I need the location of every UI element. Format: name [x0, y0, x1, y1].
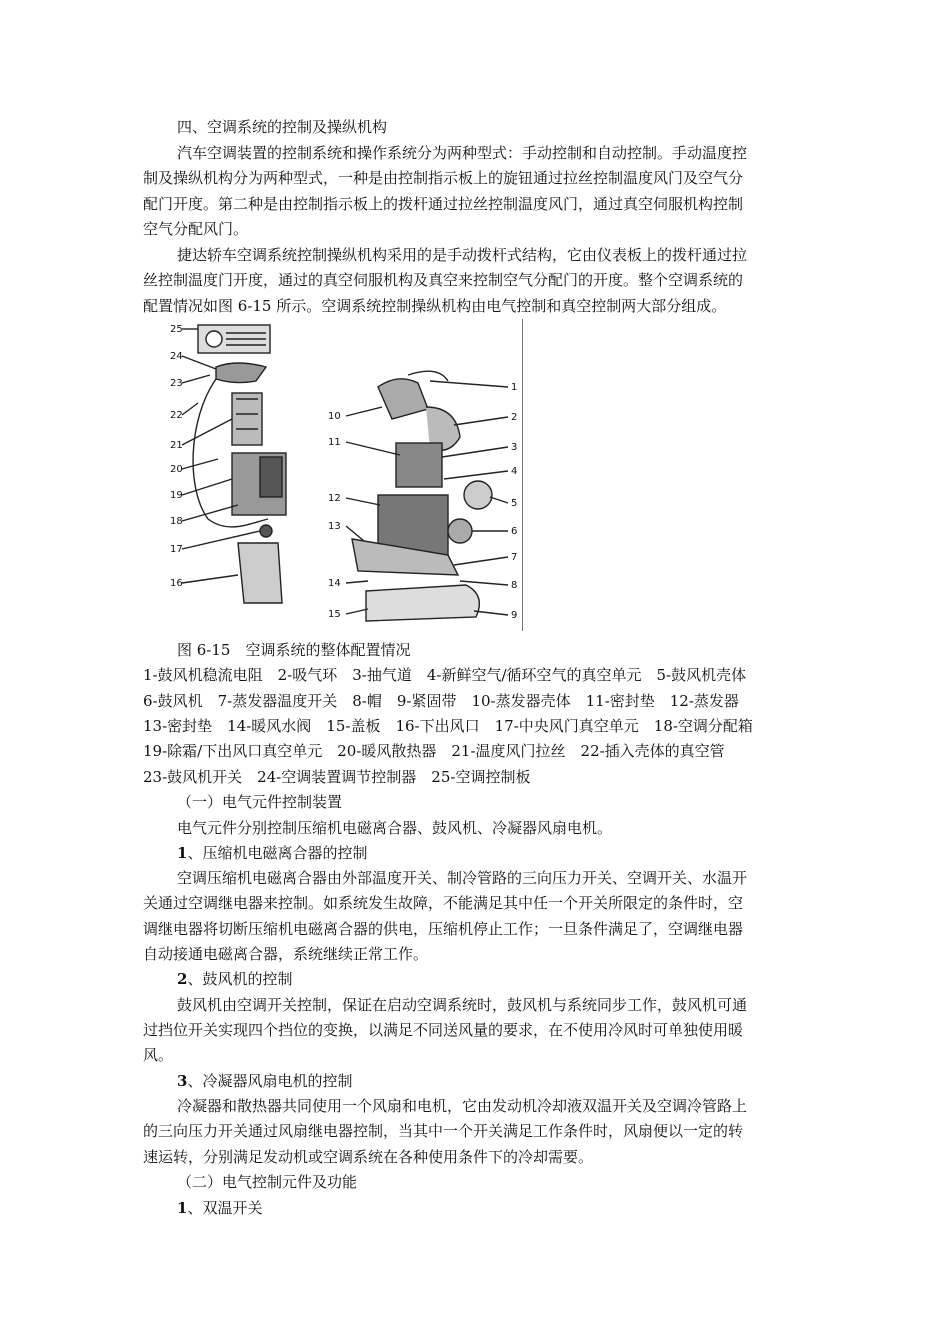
callout-5: 5 [511, 498, 518, 509]
callout-13: 13 [328, 521, 341, 532]
item-1-line-3: 调继电器将切断压缩机电磁离合器的供电，压缩机停止工作；一旦条件满足了，空调继电器 [143, 920, 744, 938]
item-3-number: 3 [177, 1072, 188, 1090]
jetta-line-1: 捷达轿车空调系统控制操纵机构采用的是手动拨杆式结构，它由仪表板上的拨杆通过拉 [177, 246, 748, 264]
callout-25: 25 [170, 324, 183, 335]
callout-4: 4 [511, 466, 518, 477]
callout-6: 6 [511, 526, 518, 537]
callout-17: 17 [170, 544, 183, 555]
jetta-line-3: 配置情况如图 6-15 所示。空调系统控制操纵机构由电气控制和真空控制两大部分组成。 [143, 297, 727, 315]
legend-line-5: 23-鼓风机开关 24-空调装置调节控制器 25-空调控制板 [143, 768, 531, 786]
item-2-line-2: 过挡位开关实现四个挡位的变换，以满足不同送风量的要求，在不使用冷风时可单独使用暖 [143, 1021, 744, 1039]
callout-15: 15 [328, 609, 341, 620]
item-2-line-3: 风。 [143, 1046, 174, 1064]
callout-16: 16 [170, 578, 183, 589]
callout-20: 20 [170, 464, 183, 475]
callout-11: 11 [328, 437, 341, 448]
item-1-heading [177, 841, 808, 865]
callout-18: 18 [170, 516, 183, 527]
callout-7: 7 [511, 552, 518, 563]
intro-line-1: 汽车空调装置的控制系统和操作系统分为两种型式：手动控制和自动控制。手动温度控 [177, 144, 748, 162]
item-4-number: 1 [177, 1199, 188, 1217]
legend-line-3: 13-密封垫 14-暖风水阀 15-盖板 16-下出风口 17-中央风门真空单元 18-空调分配箱 [143, 717, 753, 735]
item-1-title: 、压缩机电磁离合器的控制 [187, 844, 368, 862]
item-2-title: 、鼓风机的控制 [187, 970, 293, 988]
item-2-line-1: 鼓风机由空调开关控制，保证在启动空调系统时，鼓风机与系统同步工作，鼓风机可通 [177, 996, 748, 1014]
callout-19: 19 [170, 490, 183, 501]
item-1-number: 1 [177, 844, 188, 862]
item-2-number: 2 [177, 970, 188, 988]
ac-system-diagram [168, 319, 523, 631]
item-3-line-3: 速运转，分别满足发动机或空调系统在各种使用条件下的冷却需要。 [143, 1148, 594, 1166]
callout-1: 1 [511, 382, 518, 393]
legend-line-1: 1-鼓风机稳流电阻 2-吸气环 3-抽气道 4-新鲜空气/循环空气的真空单元 5-鼓风机壳体 [143, 666, 747, 684]
intro-line-4: 空气分配风门。 [143, 220, 249, 238]
legend-line-2: 6-鼓风机 7-蒸发器温度开关 8-帽 9-紧固带 10-蒸发器壳体 11-密封垫 12-蒸发器 [143, 692, 739, 710]
callout-3: 3 [511, 442, 518, 453]
item-2-heading [177, 967, 808, 991]
section-title: 四、空调系统的控制及操纵机构 [177, 118, 388, 136]
item-4-title: 、双温开关 [187, 1199, 263, 1217]
subsection-2-title: （二）电气控制元件及功能 [177, 1173, 358, 1191]
item-4-heading [177, 1196, 808, 1220]
item-3-heading [177, 1069, 808, 1093]
item-3-line-1: 冷凝器和散热器共同使用一个风扇和电机，它由发动机冷却液双温开关及空调冷管路上 [177, 1097, 748, 1115]
callout-22: 22 [170, 410, 183, 421]
callout-21: 21 [170, 440, 183, 451]
callout-14: 14 [328, 578, 341, 589]
item-1-line-1: 空调压缩机电磁离合器由外部温度开关、制冷管路的三向压力开关、空调开关、水温开 [177, 869, 748, 887]
subsection-1-text: 电气元件分别控制压缩机电磁离合器、鼓风机、冷凝器风扇电机。 [177, 819, 613, 837]
callout-2: 2 [511, 412, 518, 423]
callout-8: 8 [511, 580, 518, 591]
subsection-1-title: （一）电气元件控制装置 [177, 793, 343, 811]
intro-line-3: 配门开度。第二种是由控制指示板上的拨杆通过拉丝控制温度风门，通过真空伺服机构控制 [143, 195, 744, 213]
legend-line-4: 19-除霜/下出风口真空单元 20-暖风散热器 21-温度风门拉丝 22-插入壳体的真空管 [143, 742, 725, 760]
intro-line-2: 制及操纵机构分为两种型式，一种是由控制指示板上的旋钮通过拉丝控制温度风门及空气分 [143, 169, 744, 187]
figure-caption: 图 6-15 空调系统的整体配置情况 [177, 641, 411, 659]
item-3-title: 、冷凝器风扇电机的控制 [187, 1072, 353, 1090]
callout-12: 12 [328, 493, 341, 504]
callout-9: 9 [511, 610, 518, 621]
callout-24: 24 [170, 351, 183, 362]
diagram-drawing [168, 319, 522, 631]
callout-10: 10 [328, 411, 341, 422]
item-1-line-2: 关通过空调继电器来控制。如系统发生故障，不能满足其中任一个开关所限定的条件时，空 [143, 894, 744, 912]
item-1-line-4: 自动接通电磁离合器，系统继续正常工作。 [143, 945, 429, 963]
item-3-line-2: 的三向压力开关通过风扇继电器控制，当其中一个开关满足工作条件时，风扇便以一定的转 [143, 1122, 744, 1140]
jetta-line-2: 丝控制温度门开度，通过的真空伺服机构及真空来控制空气分配门的开度。整个空调系统的 [143, 271, 744, 289]
callout-23: 23 [170, 378, 183, 389]
